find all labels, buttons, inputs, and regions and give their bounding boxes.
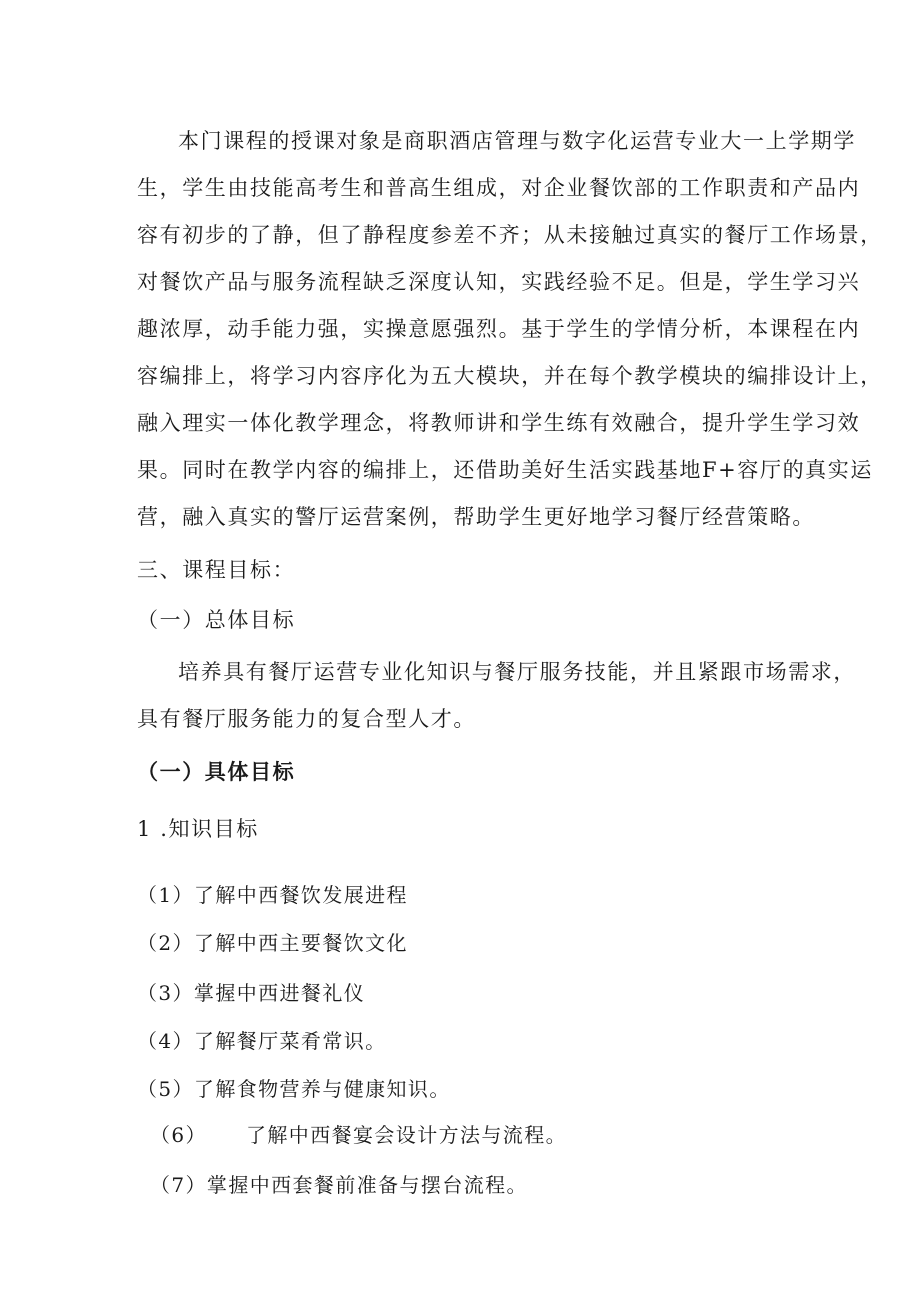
knowledge-item-7: （7）掌握中西套餐前准备与摆台流程。 xyxy=(150,1173,528,1197)
knowledge-item-6-text: 了解中西餐宴会设计方法与流程。 xyxy=(246,1123,567,1147)
knowledge-item-2: （2）了解中西主要餐饮文化 xyxy=(137,931,408,955)
intro-line-5: 趣浓厚，动手能力强，实操意愿强烈。基于学生的学情分析，本课程在内 xyxy=(137,317,861,341)
intro-line-7: 融入理实一体化教学理念，将教师讲和学生练有效融合，提升学生学习效 xyxy=(137,411,861,435)
knowledge-item-4: （4）了解餐厅菜肴常识。 xyxy=(137,1029,387,1053)
overall-goal-line-1: 培养具有餐厅运营专业化知识与餐厅服务技能，并且紧跟市场需求， xyxy=(178,660,856,684)
specific-goal-heading: （一）具体目标 xyxy=(137,760,296,784)
knowledge-item-6 xyxy=(150,1122,567,1148)
intro-line-4: 对餐饮产品与服务流程缺乏深度认知，实践经验不足。但是，学生学习兴 xyxy=(137,270,861,294)
overall-goal-heading: （一）总体目标 xyxy=(137,608,296,632)
intro-line-8: 果。同时在教学内容的编排上，还借助美好生活实践基地F+容厅的真实运 xyxy=(137,458,873,482)
overall-goal-line-2: 具有餐厅服务能力的复合型人才。 xyxy=(137,707,476,731)
intro-line-3: 容有初步的了静，但了静程度参差不齐；从未接触过真实的餐厅工作场景， xyxy=(137,223,883,247)
intro-line-6: 容编排上，将学习内容序化为五大模块，并在每个教学模块的编排设计上， xyxy=(137,364,883,388)
knowledge-item-6-number: （6） xyxy=(150,1123,207,1147)
intro-line-1: 本门课程的授课对象是商职酒店管理与数字化运营专业大一上学期学 xyxy=(178,129,856,153)
knowledge-item-1: （1）了解中西餐饮发展进程 xyxy=(137,883,408,907)
knowledge-item-5: （5）了解食物营养与健康知识。 xyxy=(137,1077,451,1101)
knowledge-item-3: （3）掌握中西进餐礼仪 xyxy=(137,981,366,1005)
intro-line-9: 营，融入真实的警厅运营案例，帮助学生更好地学习餐厅经营策略。 xyxy=(137,505,815,529)
section-title-course-goals: 三、课程目标： xyxy=(137,558,296,582)
knowledge-goal-heading: 1 .知识目标 xyxy=(137,817,259,841)
intro-line-2: 生，学生由技能高考生和普高生组成，对企业餐饮部的工作职责和产品内 xyxy=(137,176,861,200)
